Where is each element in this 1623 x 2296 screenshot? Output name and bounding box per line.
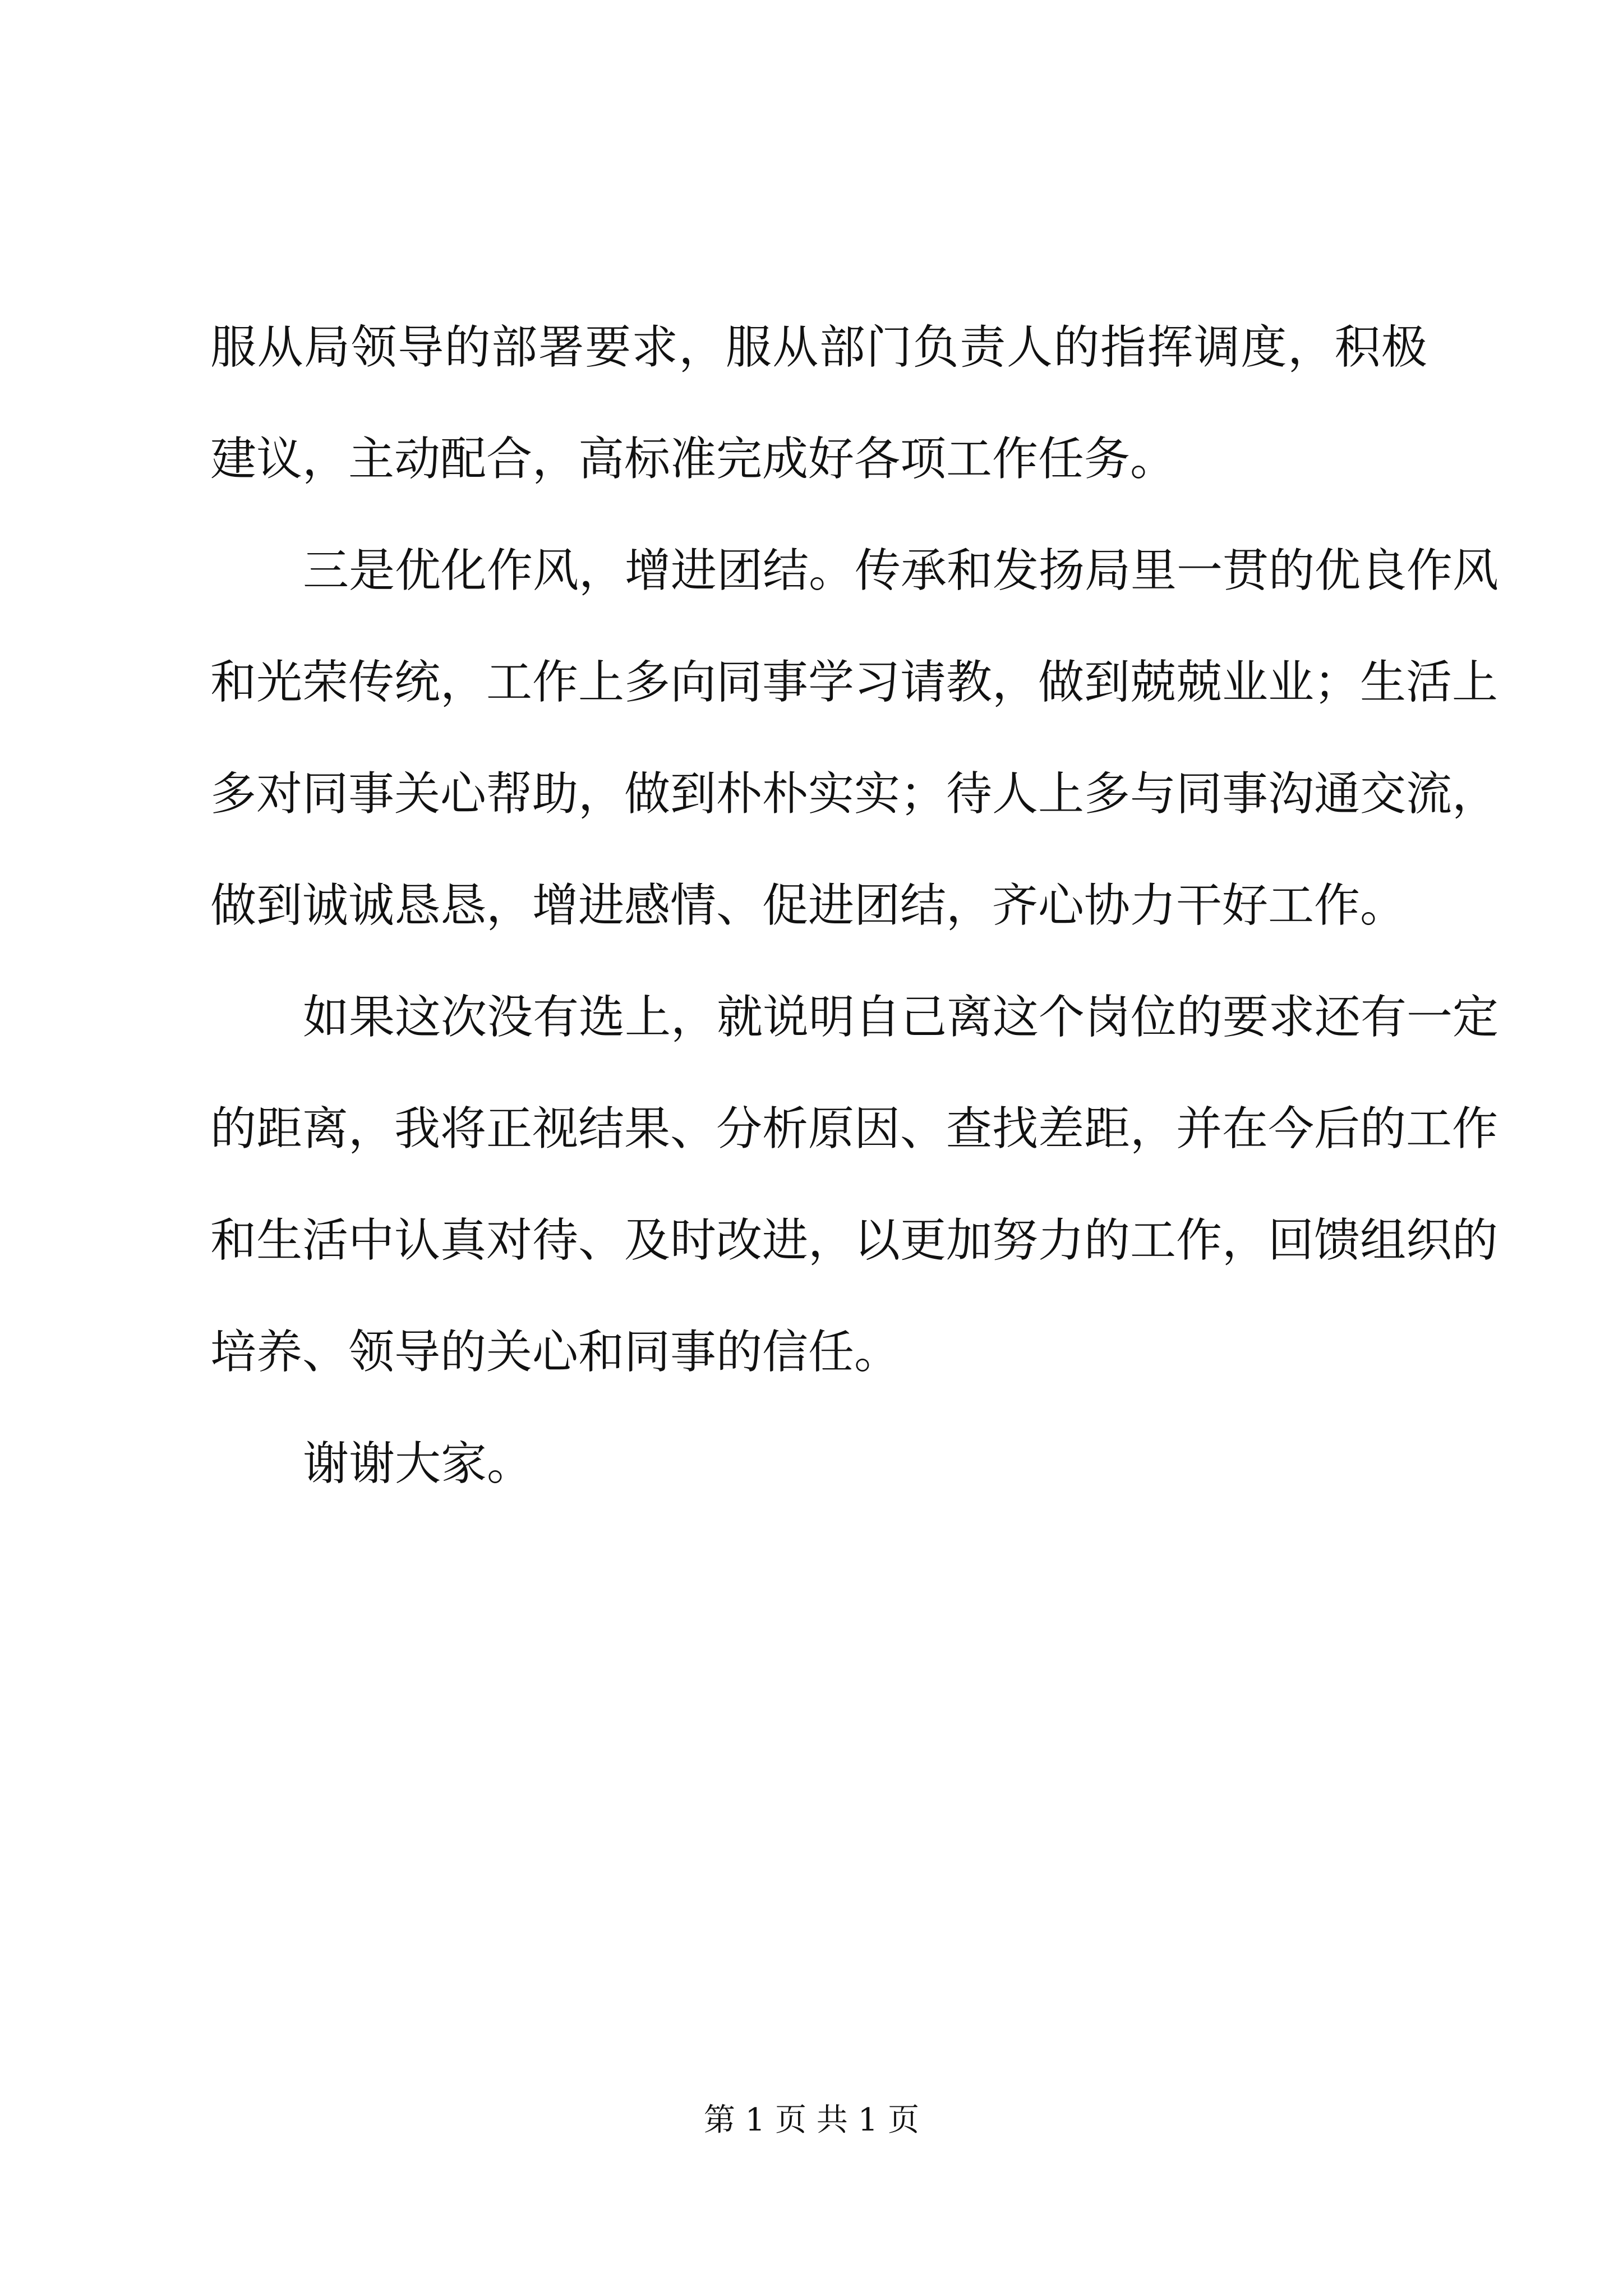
text-line: 如果这次没有选上，就说明自己离这个岗位的要求还有一定 <box>303 991 1499 1044</box>
paragraph <box>210 961 1499 1408</box>
text-line: 和生活中认真对待、及时改进，以更加努力的工作，回馈组织的 <box>210 1214 1498 1267</box>
text-line: 培养、领导的关心和同事的信任。 <box>210 1326 901 1379</box>
text-line: 和光荣传统，工作上多向同事学习请教，做到兢兢业业；生活上 <box>210 656 1498 709</box>
text-line: 建议，主动配合，高标准完成好各项工作任务。 <box>210 432 1177 486</box>
paragraph <box>210 292 1427 515</box>
paragraph <box>210 515 1499 961</box>
text-line: 的距离，我将正视结果、分析原因、查找差距，并在今后的工作 <box>210 1102 1498 1156</box>
page-number-footer: 第 1 页 共 1 页 <box>703 2102 920 2138</box>
document-body <box>210 292 1499 1520</box>
text-line: 三是优化作风，增进团结。传承和发扬局里一贯的优良作风 <box>303 544 1499 597</box>
text-line: 做到诚诚恳恳，增进感情、促进团结，齐心协力干好工作。 <box>210 879 1407 932</box>
paragraph <box>210 1408 1427 1520</box>
text-line: 谢谢大家。 <box>303 1437 533 1490</box>
text-line: 多对同事关心帮助，做到朴朴实实；待人上多与同事沟通交流， <box>210 767 1498 821</box>
text-line: 服从局领导的部署要求，服从部门负责人的指挥调度，积极 <box>210 321 1427 374</box>
